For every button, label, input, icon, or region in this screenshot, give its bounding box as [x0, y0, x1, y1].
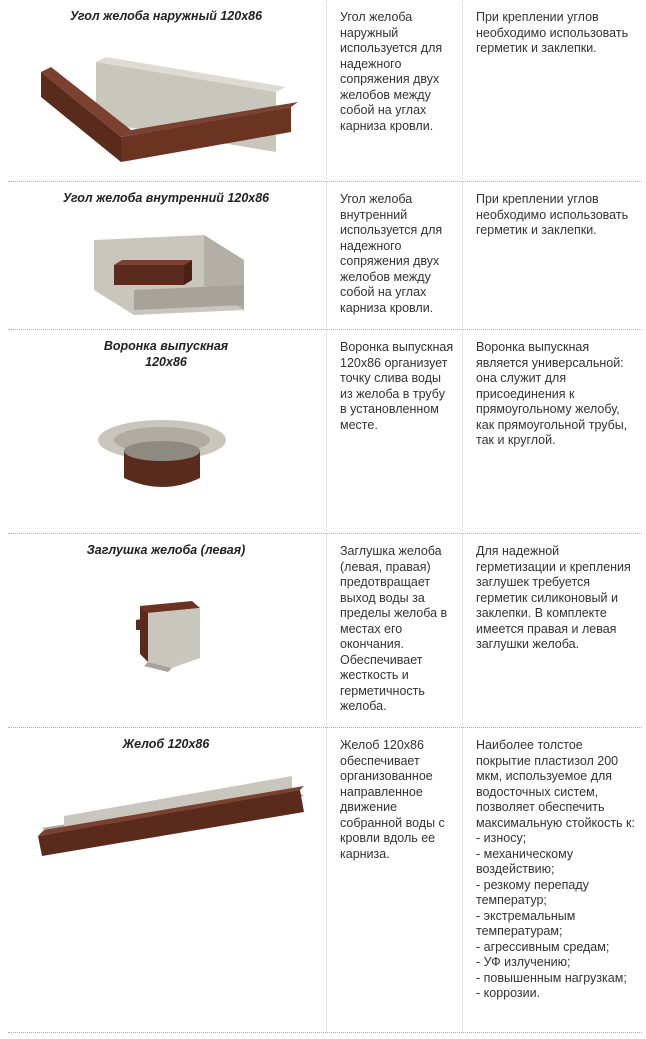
description-cell	[330, 728, 459, 1032]
product-cell	[8, 330, 324, 533]
gutter-image	[34, 768, 308, 858]
product-cell	[8, 728, 324, 1032]
product-description: Воронка выпускная 120х86 организует точку слива воды из желоба в трубу в установленном месте.	[340, 340, 454, 432]
list-item: - УФ излучению;	[476, 955, 571, 969]
outer-gutter-corner-image	[36, 52, 298, 170]
product-cell	[8, 182, 324, 329]
list-item: - повышенным нагрузкам;	[476, 970, 627, 985]
note-intro: Наиболее толстое покрытие пластизол 200 мкм, используемое для водосточных систем, позволяет обеспечить максимальную стойкость к:	[476, 738, 635, 830]
note-cell	[466, 728, 642, 1032]
product-title	[8, 338, 324, 370]
list-item: - износу;	[476, 831, 527, 845]
product-title: Угол желоба внутренний 120х86	[62, 191, 270, 205]
property-list	[476, 831, 638, 1002]
product-title: Угол желоба наружный 120х86	[69, 9, 263, 23]
description-cell	[330, 330, 459, 533]
list-item: - механическому воздействию;	[476, 846, 574, 876]
product-description: Угол желоба внутренний используется для надежного сопряжения двух желобов между собой на углах карниза кровли.	[340, 192, 443, 315]
product-cell	[8, 0, 324, 181]
list-item: - агрессивным средам;	[476, 939, 610, 954]
list-item: - резкому перепаду температур;	[476, 877, 589, 907]
product-cell	[8, 534, 324, 727]
table-row	[0, 728, 646, 1032]
product-title-line: 120х86	[145, 355, 187, 369]
table-row	[0, 534, 646, 727]
product-note: При креплении углов необходимо использовать герметик и заклепки.	[476, 192, 629, 237]
list-item: - экстремальным температурам;	[476, 908, 576, 938]
product-title: Заглушка желоба (левая)	[86, 543, 246, 557]
note-cell	[466, 330, 642, 533]
table-row	[0, 330, 646, 533]
column-divider	[462, 0, 463, 1032]
funnel-outlet-image	[96, 418, 230, 498]
product-note: Воронка выпускная является универсальной: она служит для присоединения к прямоугольному желобу, как прямоугольной трубы, так и круглой.	[476, 340, 628, 447]
list-item: - коррозии.	[476, 986, 541, 1000]
table-row	[0, 0, 646, 181]
description-cell	[330, 182, 459, 329]
inner-gutter-corner-image	[94, 230, 254, 320]
product-note: Для надежной герметизации и крепления заглушек требуется герметик силиконовый и заклепки. В комплекте имеется правая и левая заглушки желоба.	[476, 544, 631, 651]
product-note	[476, 738, 638, 1002]
product-description: Угол желоба наружный используется для надежного сопряжения двух желобов между собой на углах карниза кровли.	[340, 10, 443, 133]
column-divider	[326, 0, 327, 1032]
gutter-end-cap-image	[132, 596, 212, 676]
product-title-line: Воронка выпускная	[103, 339, 229, 353]
note-cell	[466, 0, 642, 181]
product-note: При креплении углов необходимо использовать герметик и заклепки.	[476, 10, 629, 55]
product-description: Желоб 120х86 обеспечивает организованное направленное движение собранной воды с кровли вдоль ее карниза.	[340, 738, 445, 861]
product-description: Заглушка желоба (левая, правая) предотвращает выход воды за пределы желоба в местах его окончания. Обеспечивает жесткость и герметичность желоба.	[340, 544, 448, 713]
note-cell	[466, 182, 642, 329]
description-cell	[330, 534, 459, 727]
product-title: Желоб 120х86	[122, 737, 210, 751]
row-divider	[8, 1032, 642, 1033]
table-row	[0, 182, 646, 329]
note-cell	[466, 534, 642, 727]
description-cell	[330, 0, 459, 181]
